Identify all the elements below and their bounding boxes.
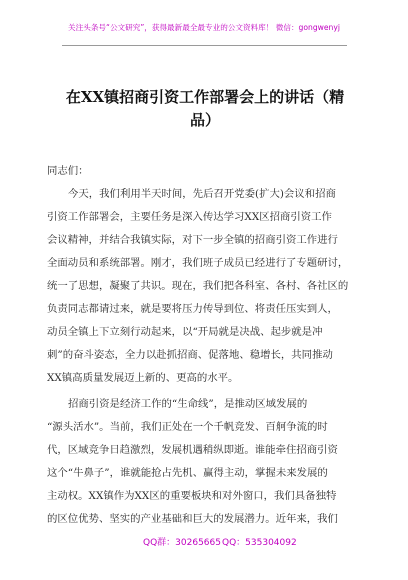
body-line: 这个“牛鼻子”，谁就能抢占先机、赢得主动，掌握未来发展的 bbox=[47, 467, 328, 479]
greeting: 同志们： bbox=[47, 165, 89, 177]
body-line: 招商引资是经济工作的“生命线”，是推动区域发展的 bbox=[68, 398, 308, 410]
body-line: XX镇高质量发展迈上新的、更高的水平。 bbox=[47, 372, 239, 384]
body-line: 刺”的奋斗姿态，全力以赴抓招商、促落地、稳增长，共同推动 bbox=[47, 349, 333, 361]
promo-header: 关注头条号“公文研究”，获得最新最全最专业的公文资料库！ 微信：gongwenyj bbox=[68, 23, 340, 32]
footer-qq: QQ：535304092 bbox=[222, 538, 297, 548]
body-line: 的区位优势、坚实的产业基础和巨大的发展潜力。近年来，我们 bbox=[47, 513, 338, 525]
body-line: 全面动员和系统部署。刚才，我们班子成员已经进行了专题研讨， bbox=[47, 257, 349, 269]
title-line-2: 品） bbox=[189, 111, 220, 129]
body-line: 今天，我们利用半天时间，先后召开党委(扩大)会议和招商 bbox=[68, 188, 336, 200]
body-line: “源头活水”。当前，我们正处在一个千帆竞发、百舸争流的时 bbox=[47, 421, 328, 433]
body-line: 代，区域竞争日趋激烈，发展机遇稍纵即逝。谁能牵住招商引资 bbox=[47, 444, 338, 456]
footer-qq-group: QQ群：30265665 bbox=[143, 538, 221, 548]
body-line: 统一了思想，凝聚了共识。现在，我们把各科室、各村、各社区的 bbox=[47, 280, 349, 292]
body-line: 主动权。XX镇作为XX区的重要板块和对外窗口，我们具备独特 bbox=[47, 490, 337, 502]
body-line: 引资工作部署会，主要任务是深入传达学习XX区招商引资工作 bbox=[47, 211, 332, 223]
body-line: 动员全镇上下立刻行动起来，以“开局就是决战、起步就是冲 bbox=[47, 326, 323, 338]
title-line-1: 在XX镇招商引资工作部署会上的讲话（精 bbox=[65, 88, 345, 106]
header-divider bbox=[62, 45, 347, 46]
document-title bbox=[60, 86, 350, 132]
body-line: 负责同志都请过来，就是要将压力传导到位、将责任压实到人， bbox=[47, 303, 338, 315]
body-line: 会议精神，并结合我镇实际，对下一步全镇的招商引资工作进行 bbox=[47, 234, 338, 246]
